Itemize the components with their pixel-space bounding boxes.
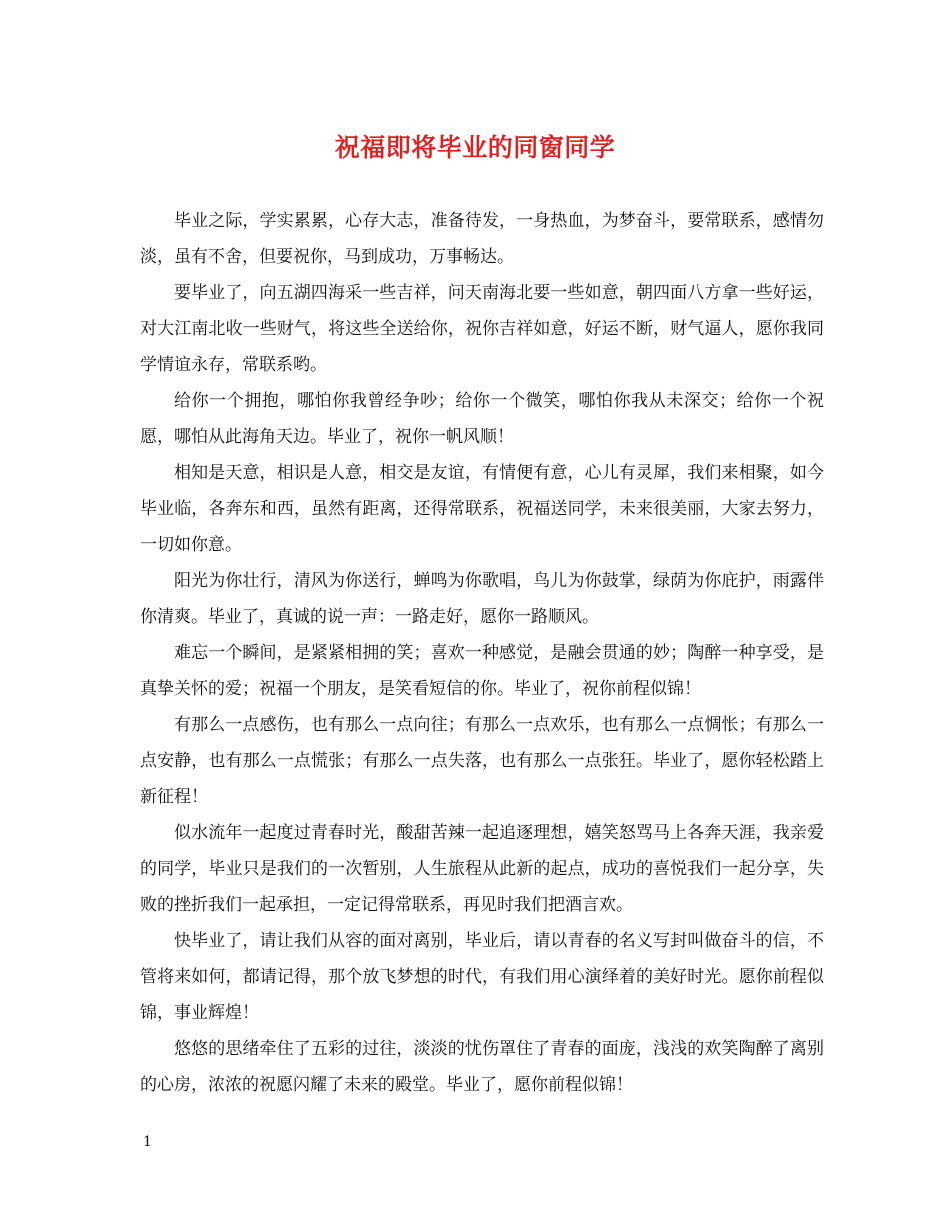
paragraph: 毕业之际，学实累累，心存大志，准备待发，一身热血，为梦奋斗，要常联系，感情勿淡，虽有不舍，但要祝你，马到成功，万事畅达。 xyxy=(140,211,824,267)
document-body xyxy=(140,203,824,1103)
paragraph: 给你一个拥抱，哪怕你我曾经争吵；给你一个微笑，哪怕你我从未深交；给你一个祝愿，哪怕从此海角天边。毕业了，祝你一帆风顺！ xyxy=(140,391,824,447)
paragraph: 似水流年一起度过青春时光，酸甜苦辣一起追逐理想，嬉笑怒骂马上各奔天涯，我亲爱的同学，毕业只是我们的一次暂别，人生旅程从此新的起点，成功的喜悦我们一起分享，失败的挫折我们一起承担，一定记得常联系，再见时我们把酒言欢。 xyxy=(140,823,824,915)
paragraph: 难忘一个瞬间，是紧紧相拥的笑；喜欢一种感觉，是融会贯通的妙；陶醉一种享受，是真挚关怀的爱；祝福一个朋友，是笑看短信的你。毕业了，祝你前程似锦！ xyxy=(140,643,824,699)
paragraph: 悠悠的思绪牵住了五彩的过往，淡淡的忧伤罩住了青春的面庞，浅浅的欢笑陶醉了离别的心房，浓浓的祝愿闪耀了未来的殿堂。毕业了，愿你前程似锦！ xyxy=(140,1039,824,1095)
page-number: 1 xyxy=(143,1134,152,1150)
paragraph: 要毕业了，向五湖四海采一些吉祥，问天南海北要一些如意，朝四面八方拿一些好运，对大江南北收一些财气，将这些全送给你，祝你吉祥如意，好运不断，财气逼人，愿你我同学情谊永存，常联系哟。 xyxy=(140,283,824,375)
document-title: 祝福即将毕业的同窗同学 xyxy=(334,133,616,162)
paragraph: 相知是天意，相识是人意，相交是友谊，有情便有意，心儿有灵犀，我们来相聚，如今毕业临，各奔东和西，虽然有距离，还得常联系，祝福送同学，未来很美丽，大家去努力，一切如你意。 xyxy=(140,463,824,555)
paragraph: 有那么一点感伤，也有那么一点向往；有那么一点欢乐，也有那么一点惆怅；有那么一点安静，也有那么一点慌张；有那么一点失落，也有那么一点张狂。毕业了，愿你轻松踏上新征程！ xyxy=(140,715,824,807)
paragraph: 快毕业了，请让我们从容的面对离别，毕业后，请以青春的名义写封叫做奋斗的信，不管将来如何，都请记得，那个放飞梦想的时代，有我们用心演绎着的美好时光。愿你前程似锦，事业辉煌！ xyxy=(140,931,824,1023)
paragraph: 阳光为你壮行，清风为你送行，蝉鸣为你歌唱，鸟儿为你鼓掌，绿荫为你庇护，雨露伴你清爽。毕业了，真诚的说一声：一路走好，愿你一路顺风。 xyxy=(140,571,824,627)
